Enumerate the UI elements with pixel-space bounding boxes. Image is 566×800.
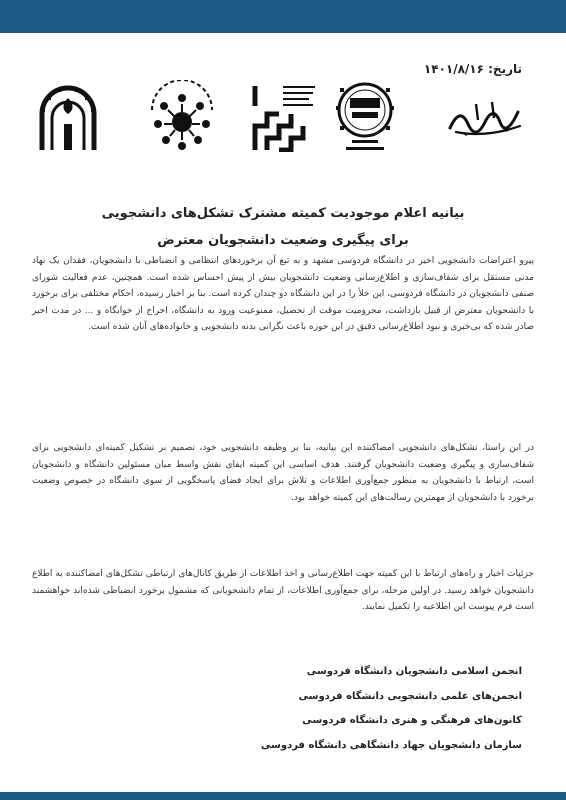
body-paragraph-1: پیرو اعتراضات دانشجویی اخیر در دانشگاه فردوسی مشهد و به تبع آن برخوردهای انتظامی و انضباطی با دانشجویان، فقدان یک نهاد مدنی مستقل برای شفاف‌سازی و اطلاع‌رسانی وضعیت دانشجویان بیش از پیش احساس شده است. همچنین، عدم فعالیت شورای صنفی دانشجویان در دانشگاه فردوسی، این خلأ را در این دانشگاه دو چندان کرده است. بنا بر اخبار رسیده، احکام مختلفی برای برخورد با دانشجویان معترض از قبیل بازداشت، محرومیت موقت از تحصیل، ممنوعیت ورود به دانشگاه، اخراج از خوابگاه و ... در مدت اخیر صادر شده که بی‌خبری و نبود اطلاع‌رسانی دقیق در این حوزه باعث نگرانی بدنه دانشجویی و خانواده‌های آنان شده است. [32,256,534,333]
title-line-2: برای پیگیری وضعیت دانشجویان معترض [157,233,409,248]
top-header-bar [0,0,566,33]
signatures-block [162,660,522,758]
logos-row [36,80,528,152]
signature-line: کانون‌های فرهنگی و هنری دانشگاه فردوسی [302,715,522,726]
kanoon-farhangi-honari-logo-icon [249,80,319,156]
document-date: تاریخ: ۱۴۰۱/۸/۱۶ [423,62,522,76]
signature-line: سازمان دانشجویان جهاد دانشگاهی دانشگاه فردوسی [260,739,522,751]
anjoman-elmi-logo-icon [142,80,222,156]
body-paragraph-2: در این راستا، تشکل‌های دانشجویی امضاکننده این بیانیه، بنا بر وظیفه دانشجویی خود، تصمیم بر تشکیل کمیته‌ای دانشجویی برای شفاف‌سازی و پیگیری وضعیت دانشجویان گرفتند. هدف اساسی این کمیته ایفای نقش واسط میان مسئولین دانشگاه و دانشجویان است، ارتباط با دانشجویان به منظور جمع‌آوری اطلاعات و تلاش برای ایجاد فضای پاسخگویی از سوی دانشگاه در خصوص وضعیت برخورد با دانشجویان از مهمترین رسالت‌های این کمیته خواهد بود. [32,443,534,503]
basmala-calligraphy-icon [446,98,526,142]
signature-line: انجمن اسلامی دانشجویان دانشگاه فردوسی [306,666,522,677]
title-line-1: بیانیه اعلام موجودیت کمیته مشترک تشکل‌های دانشجویی [101,206,465,221]
signature-line: انجمن‌های علمی دانشجویی دانشگاه فردوسی [298,690,522,702]
jahad-daneshgahi-logo-icon [332,82,398,158]
anjoman-eslami-logo-icon [36,80,100,156]
bottom-footer-bar [0,792,566,800]
body-paragraph-3: جزئیات اخبار و راه‌های ارتباط با این کمیته جهت اطلاع‌رسانی و اخذ اطلاعات از طریق کانال‌های ارتباطی تشکل‌های امضاکننده به اطلاع دانشجویان خواهد رسید. در اولین مرحله، برای جمع‌آوری اطلاعات، از تمام دانشجویانی که مشمول برخورد انضباطی شده‌اند خواهشمند است فرم پیوست این اطلاعیه را تکمیل نمایند. [32,569,534,613]
document-title [30,200,536,254]
